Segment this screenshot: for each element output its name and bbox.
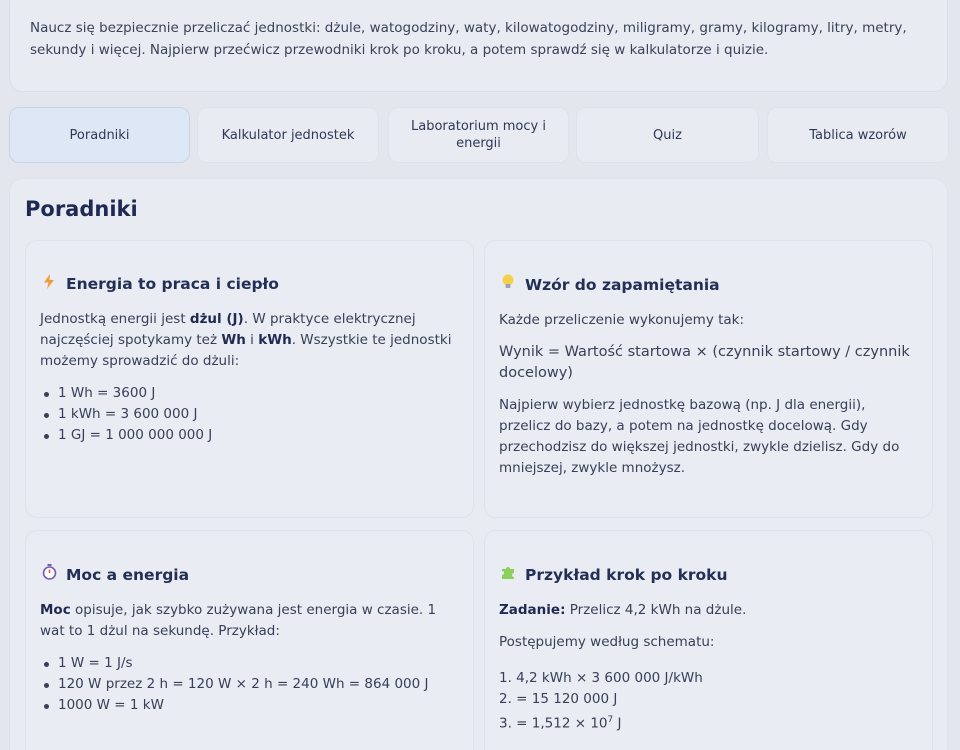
card-power-title-text: Moc a energia: [66, 565, 190, 584]
guides-panel: [9, 178, 948, 750]
card-formula: [484, 240, 933, 518]
card-energy-text: [40, 309, 459, 372]
stopwatch-icon: [40, 564, 58, 586]
text-part: . Wszystkie te jednostki możemy sprowadzić do dżuli:: [40, 332, 452, 369]
lightbulb-icon: [499, 274, 517, 296]
card-energy: [25, 240, 474, 518]
lightning-icon: [40, 274, 58, 295]
card-example: [484, 530, 933, 750]
tab-poradniki[interactable]: [9, 107, 190, 163]
tab-laboratorium[interactable]: [388, 107, 569, 163]
card-formula-p1: Każde przeliczenie wykonujemy tak:: [499, 312, 745, 328]
text-part: . W praktyce elektrycznej najczęściej spotykamy też: [40, 311, 416, 348]
panel-title: Poradniki: [25, 197, 138, 221]
list-item: 1 kWh = 3 600 000 J: [40, 404, 459, 425]
example-steps: [499, 668, 918, 735]
card-example-title-text: Przykład krok po kroku: [525, 565, 728, 584]
step-item: 2. = 15 120 000 J: [499, 691, 618, 707]
bold-term: Wh: [221, 332, 246, 348]
card-formula-p3: Najpierw wybierz jednostkę bazową (np. J dla energii), przelicz do bazy, a potem na jednostkę docelową. Gdy przechodzisz do większej jednostki, zwykle dzielisz. Gdy do mniejszej, zwykle mnożysz.: [499, 397, 900, 476]
bold-term: kWh: [258, 332, 292, 348]
bold-term: dżul (J): [189, 311, 244, 327]
card-example-p2: Postępujemy według schematu:: [499, 634, 715, 650]
card-example-task: [499, 600, 918, 621]
power-list: [40, 653, 459, 716]
text-part: J: [613, 715, 622, 732]
list-item: 1000 W = 1 kW: [40, 695, 459, 716]
card-power: [25, 530, 474, 750]
list-item: 1 W = 1 J/s: [40, 653, 459, 674]
intro-box: [9, 0, 948, 92]
tab-label: Kalkulator jednostek: [221, 127, 355, 143]
list-item: 1 GJ = 1 000 000 000 J: [40, 425, 459, 446]
intro-text: Naucz się bezpiecznie przeliczać jednostki: dżule, watogodziny, waty, kilowatogodziny, miligramy, gramy, kilogramy, litry, metry, sekundy i więcej. Najpierw przećwicz przewodniki krok po kroku, a potem sprawdź się w kalkulatorze i quizie.: [30, 20, 907, 58]
tab-label: Laboratorium mocy i energii: [411, 119, 546, 151]
puzzle-icon: [499, 564, 517, 586]
card-energy-title: [40, 274, 459, 295]
card-power-title: [40, 564, 459, 586]
step-item: 1. 4,2 kWh × 3 600 000 J/kWh: [499, 670, 703, 686]
tab-kalkulator[interactable]: [197, 107, 379, 163]
energy-list: [40, 383, 459, 446]
card-formula-p2: Wynik = Wartość startowa × (czynnik startowy / czynnik docelowy): [499, 344, 910, 381]
bold-term: Zadanie:: [499, 602, 566, 618]
card-formula-title: [499, 274, 918, 296]
card-power-text: [40, 600, 459, 642]
list-item: 120 W przez 2 h = 120 W × 2 h = 240 Wh = 864 000 J: [40, 674, 459, 695]
card-formula-title-text: Wzór do zapamiętania: [525, 275, 720, 294]
text-part: Przelicz 4,2 kWh na dżule.: [565, 602, 747, 618]
tab-label: Tablica wzorów: [809, 127, 907, 143]
card-energy-title-text: Energia to praca i ciepło: [66, 275, 279, 293]
tab-quiz[interactable]: [576, 107, 759, 163]
text-part: 3. = 1,512 × 10: [499, 715, 608, 732]
tab-label: Poradniki: [69, 127, 130, 143]
text-part: opisuje, jak szybko zużywana jest energia w czasie. 1 wat to 1 dżul na sekundę. Przykład:: [40, 602, 437, 639]
exponent: 7: [607, 715, 614, 725]
text-part: Jednostką energii jest: [40, 311, 190, 327]
bold-term: Moc: [40, 602, 71, 618]
tab-label: Quiz: [653, 127, 682, 143]
step-item: [499, 710, 918, 735]
card-example-title: [499, 564, 918, 586]
text-part: i: [245, 332, 259, 348]
list-item: 1 Wh = 3600 J: [40, 383, 459, 404]
tab-tablica-wzorow[interactable]: [767, 107, 949, 163]
tab-bar: [9, 107, 949, 163]
